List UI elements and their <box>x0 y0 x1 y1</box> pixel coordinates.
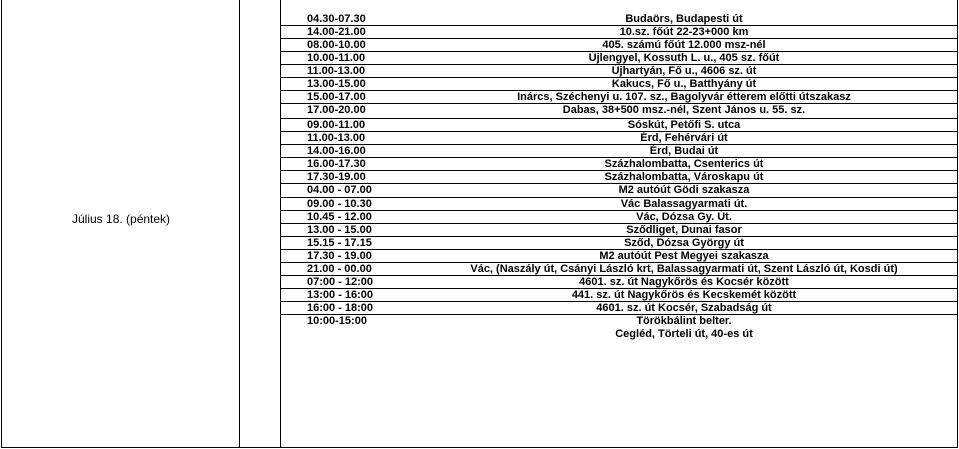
location-cell: 10.sz. főút 22-23+000 km <box>619 26 749 38</box>
table-row <box>280 132 958 145</box>
location-cell: 441. sz. út Nagykőrös és Kecskemét között <box>571 289 797 301</box>
time-cell: 16:00 - 18:00 <box>307 302 374 314</box>
table-row <box>280 65 958 78</box>
time-cell: 04.30-07.30 <box>307 13 366 25</box>
location-cell: Százhalombatta, Városkapu út <box>604 171 764 183</box>
time-cell: 15.15 - 17.15 <box>307 237 372 249</box>
time-cell: 21.00 - 00.00 <box>307 263 372 275</box>
table-row <box>280 263 958 276</box>
time-cell: 11.00-13.00 <box>307 65 366 77</box>
time-cell: 09.00-11.00 <box>307 119 366 131</box>
location-cell: 405. számú főút 12.000 msz-nél <box>602 39 766 51</box>
table-row <box>280 171 958 184</box>
time-cell: 13.00-15.00 <box>307 78 366 90</box>
table-row <box>280 145 958 158</box>
table-row <box>280 302 958 315</box>
table-row <box>280 13 958 26</box>
time-cell: 11.00-13.00 <box>307 132 366 144</box>
table-row <box>280 39 958 52</box>
table-row <box>280 276 958 289</box>
location-cell: Vác Balassagyarmati út. <box>620 198 748 210</box>
table-row <box>280 211 958 224</box>
table-column-divider <box>239 0 240 447</box>
location-cell: Százhalombatta, Csenterics út <box>604 158 764 170</box>
time-cell: 17.30 - 19.00 <box>307 250 372 262</box>
time-cell: 13:00 - 16:00 <box>307 289 374 301</box>
time-cell: 17.00-20.00 <box>307 104 366 116</box>
time-cell: 08.00-10.00 <box>307 39 366 51</box>
location-cell: Dabas, 38+500 msz.-nél, Szent János u. 55. sz. <box>562 104 806 116</box>
table-row <box>280 78 958 91</box>
time-cell: 04.00 - 07.00 <box>307 184 372 196</box>
time-cell: 14.00-16.00 <box>307 145 366 157</box>
location-cell: Sződ, Dózsa György út <box>624 237 744 249</box>
table-row <box>280 119 958 132</box>
table-row <box>280 198 958 211</box>
location-cell: Budaörs, Budapesti út <box>625 13 743 25</box>
table-row <box>280 104 958 119</box>
time-cell: 13.00 - 15.00 <box>307 224 372 236</box>
table-row <box>280 91 958 104</box>
table-row <box>280 289 958 302</box>
time-cell: 09.00 - 10.30 <box>307 198 372 210</box>
time-cell: 10:00-15:00 <box>307 315 367 327</box>
location-cell: Újhartyán, Fő u., 4606 sz. út <box>611 65 757 77</box>
table-row <box>280 158 958 171</box>
table-row <box>280 184 958 198</box>
table-row <box>280 26 958 39</box>
location-cell: Inárcs, Széchenyi u. 107. sz., Bagolyvár étterem előtti útszakasz <box>517 91 851 103</box>
time-cell: 07:00 - 12:00 <box>307 276 374 288</box>
location-cell: Vác, Dózsa Gy. Út. <box>636 211 732 223</box>
location-cell: 4601. sz. út Kocsér, Szabadság út <box>596 302 772 314</box>
location-cell: Törökbálint belter. <box>636 315 732 327</box>
location-cell: Vác, (Naszály út, Csányi László krt, Balassagyarmati út, Szent László út, Kosdi út) <box>470 263 898 275</box>
location-cell: M2 autóút Pest Megyei szakasza <box>599 250 769 262</box>
table-row <box>280 315 958 328</box>
location-cell: Érd, Budai út <box>649 145 719 157</box>
location-cell: Cegléd, Törteli út, 40-es út <box>615 328 753 340</box>
location-cell: 4601. sz. út Nagykőrös és Kocsér között <box>579 276 789 288</box>
table-row <box>280 250 958 263</box>
table-row <box>280 224 958 237</box>
time-cell: 10.00-11.00 <box>307 52 366 64</box>
time-cell: 17.30-19.00 <box>307 171 366 183</box>
day-label: Július 18. (péntek) <box>72 212 171 226</box>
location-cell: Érd, Fehérvári út <box>640 132 728 144</box>
table-row <box>280 328 958 341</box>
table-row <box>280 52 958 65</box>
location-cell: Sződliget, Dunai fasor <box>626 224 742 236</box>
location-cell: Sóskút, Petőfi S. utca <box>627 119 741 131</box>
location-cell: Kakucs, Fő u., Batthyány út <box>611 78 757 90</box>
time-cell: 10.45 - 12.00 <box>307 211 372 223</box>
time-cell: 16.00-17.30 <box>307 158 366 170</box>
table-row <box>280 237 958 250</box>
location-cell: Újlengyel, Kossuth L. u., 405 sz. főút <box>588 52 780 64</box>
time-cell: 15.00-17.00 <box>307 91 366 103</box>
location-cell: M2 autóút Gödi szakasza <box>618 184 750 196</box>
time-cell: 14.00-21.00 <box>307 26 366 38</box>
